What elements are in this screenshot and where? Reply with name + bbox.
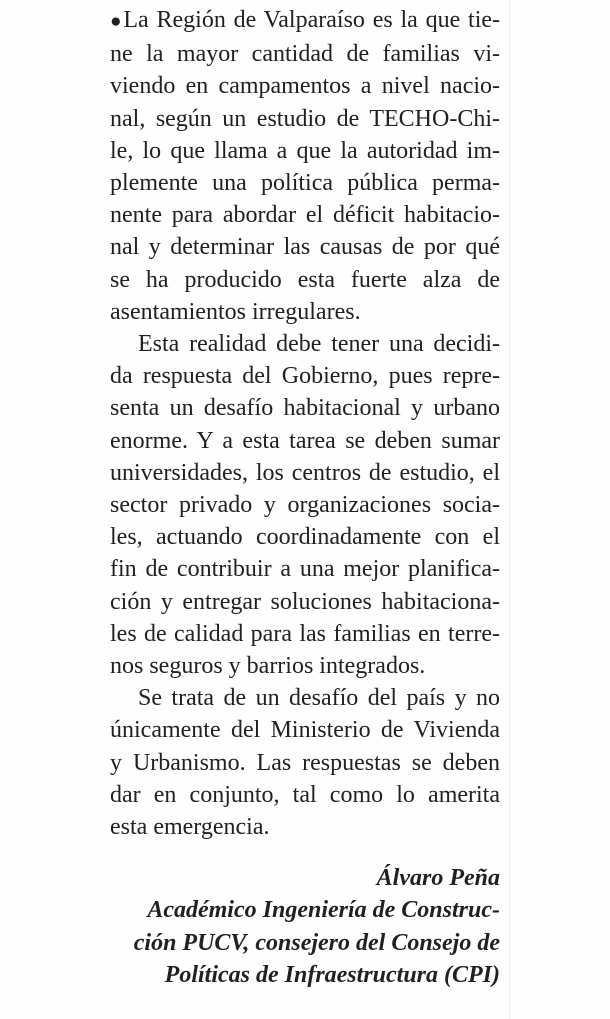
letter-article <box>110 4 500 991</box>
text-line: sector privado y organizaciones socia- <box>110 492 500 519</box>
column-divider-rule <box>509 0 510 1019</box>
paragraph <box>110 682 500 843</box>
signature-line: Álvaro Peña <box>376 865 500 892</box>
signature-block <box>110 862 500 991</box>
paragraph <box>110 328 500 682</box>
text-line: nal y determinar las causas de por qué <box>110 234 500 261</box>
bullet-icon: ● <box>110 11 124 32</box>
text-line: asentamientos irregulares. <box>110 298 361 325</box>
text-line: enorme. Y a esta tarea se deben sumar <box>110 427 500 454</box>
text-line: esta emergencia. <box>110 814 270 841</box>
text-line: fin de contribuir a una mejor planifica- <box>110 556 500 583</box>
text-line: les, actuando coordinadamente con el <box>110 524 500 551</box>
text-line: nal, según un estudio de TECHO-Chi- <box>110 105 500 132</box>
text-line: le, lo que llama a que la autoridad im- <box>110 137 500 164</box>
signature-line: Académico Ingeniería de Construc- <box>147 897 500 924</box>
text-line: universidades, los centros de estudio, el <box>110 459 500 486</box>
paragraph <box>110 4 500 328</box>
text-line: viendo en campamentos a nivel nacio- <box>110 73 500 100</box>
text-line: ne la mayor cantidad de familias vi- <box>110 41 500 68</box>
text-line: ción y entregar soluciones habitaciona- <box>110 588 500 615</box>
text-line: se ha producido esta fuerte alza de <box>110 266 500 293</box>
text-line: senta un desafío habitacional y urbano <box>110 395 500 422</box>
text-line: únicamente del Ministerio de Vivienda <box>110 717 500 744</box>
text-line: nos seguros y barrios integrados. <box>110 653 426 680</box>
text-line: Se trata de un desafío del país y no <box>138 685 500 712</box>
text-line: Esta realidad debe tener una decidi- <box>138 331 500 358</box>
article-body <box>110 4 500 843</box>
text-line-content: La Región de Valparaíso es la que tie- <box>123 7 501 33</box>
signature-line: Políticas de Infraestructura (CPI) <box>164 961 500 988</box>
text-line: nente para abordar el déficit habitacio- <box>110 202 500 229</box>
text-line <box>110 4 500 38</box>
text-line: dar en conjunto, tal como lo amerita <box>110 781 500 808</box>
text-line: y Urbanismo. Las respuestas se deben <box>110 749 500 776</box>
text-line: da respuesta del Gobierno, pues repre- <box>110 363 500 390</box>
text-line: les de calidad para las familias en terre- <box>110 620 500 647</box>
signature-line: ción PUCV, consejero del Consejo de <box>133 929 500 956</box>
text-line: plemente una política pública perma- <box>110 170 500 197</box>
